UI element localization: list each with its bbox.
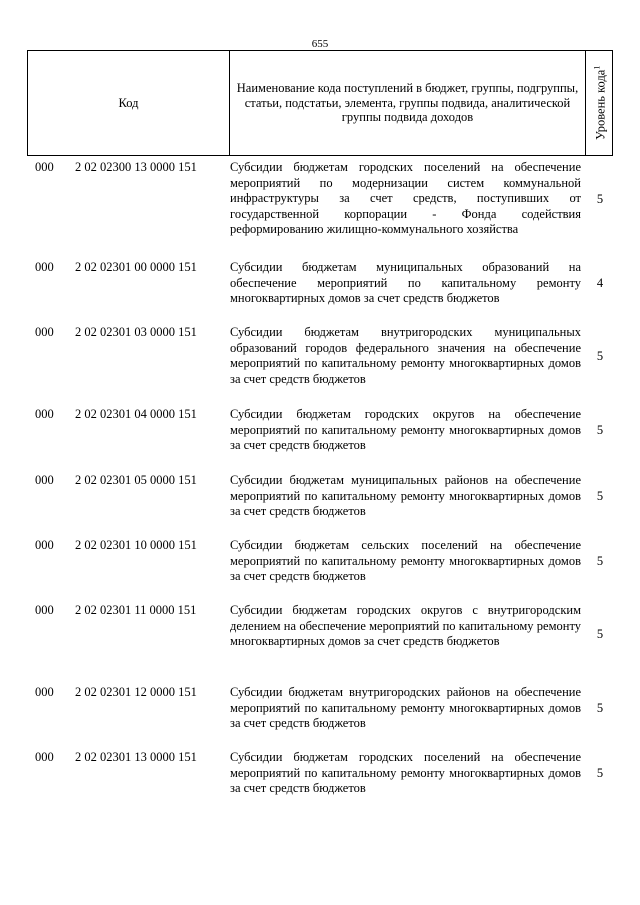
row-admin-code: 000 [35, 260, 54, 274]
row-admin-code: 000 [35, 603, 54, 617]
row-name: Субсидии бюджетам городских поселений на обеспечение мероприятий по модернизации систем коммунальной инфраструктуры за счет средств, поступивших от государственной корпорации - Фонда содействия реформированию жилищно-коммунального хозяйства [230, 160, 581, 236]
header-level [586, 51, 612, 155]
row-admin-code: 000 [35, 685, 54, 699]
header-level-footnote: 1 [592, 65, 602, 70]
row-name: Субсидии бюджетам сельских поселений на обеспечение мероприятий по капитальному ремонту многоквартирных домов за счет средств бюджетов [230, 538, 581, 583]
row-name: Субсидии бюджетам муниципальных образований на обеспечение мероприятий по капитальному ремонту многоквартирных домов за счет средств бюджетов [230, 260, 581, 305]
header-name: Наименование кода поступлений в бюджет, группы, подгруппы, статьи, подстатьи, элемента, группы подвида, аналитической группы подвида доходов [230, 51, 586, 155]
row-code: 2 02 02301 13 0000 151 [75, 750, 197, 764]
row-admin-code: 000 [35, 473, 54, 487]
row-admin-code: 000 [35, 407, 54, 421]
row-level: 5 [596, 766, 604, 780]
row-code: 2 02 02301 04 0000 151 [75, 407, 197, 421]
row-code: 2 02 02301 03 0000 151 [75, 325, 197, 339]
row-code: 2 02 02301 10 0000 151 [75, 538, 197, 552]
row-admin-code: 000 [35, 538, 54, 552]
row-level: 5 [596, 192, 604, 206]
header-code: Код [28, 51, 230, 155]
row-code: 2 02 02301 05 0000 151 [75, 473, 197, 487]
row-admin-code: 000 [35, 750, 54, 764]
row-level: 5 [596, 627, 604, 641]
row-name: Субсидии бюджетам городских поселений на обеспечение мероприятий по капитальному ремонту многоквартирных домов за счет средств бюджетов [230, 750, 581, 795]
table-header [27, 50, 613, 156]
header-level-text: Уровень кода [593, 69, 608, 141]
row-level: 5 [596, 423, 604, 437]
row-level: 5 [596, 489, 604, 503]
header-level-label [590, 66, 608, 140]
row-name: Субсидии бюджетам внутригородских районов на обеспечение мероприятий по капитальному ремонту многоквартирных домов за счет средств бюджетов [230, 685, 581, 730]
row-admin-code: 000 [35, 325, 54, 339]
row-name: Субсидии бюджетам городских округов на обеспечение мероприятий по капитальному ремонту многоквартирных домов за счет средств бюджетов [230, 407, 581, 452]
row-code: 2 02 02301 00 0000 151 [75, 260, 197, 274]
row-code: 2 02 02301 12 0000 151 [75, 685, 197, 699]
row-code: 2 02 02300 13 0000 151 [75, 160, 197, 174]
page-number: 655 [311, 38, 329, 50]
row-name: Субсидии бюджетам городских округов с внутригородским делением на обеспечение мероприятий по капитальному ремонту многоквартирных домов за счет средств бюджетов [230, 603, 581, 648]
row-level: 5 [596, 554, 604, 568]
row-name: Субсидии бюджетам внутригородских муниципальных образований городов федерального значения на обеспечение мероприятий по капитальному ремонту многоквартирных домов за счет средств бюджетов [230, 325, 581, 386]
row-name: Субсидии бюджетам муниципальных районов на обеспечение мероприятий по капитальному ремонту многоквартирных домов за счет средств бюджетов [230, 473, 581, 518]
row-level: 5 [596, 349, 604, 363]
row-code: 2 02 02301 11 0000 151 [75, 603, 197, 617]
row-admin-code: 000 [35, 160, 54, 174]
row-level: 4 [596, 276, 604, 290]
row-level: 5 [596, 701, 604, 715]
